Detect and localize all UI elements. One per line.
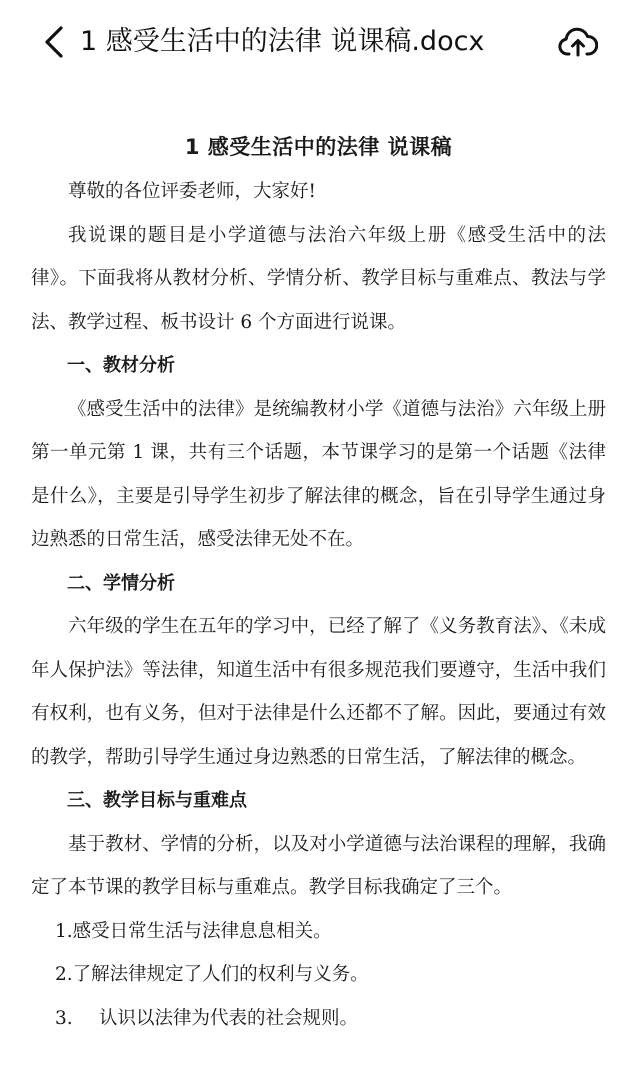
student-analysis-paragraph: 六年级的学生在五年的学习中，已经了解了《义务教育法》、《未成年人保护法》等法律，知道生活中有很多规范我们要遵守，生活中我们有权利，也有义务，但对于法律是什么还都不了解。因此，要通过有效的教学，帮助引导学生通过身边熟悉的日常生活，了解法律的概念。 (31, 616, 606, 768)
list-item-text: 感受日常生活与法律息息相关。 (72, 920, 332, 942)
list-item-number: 1. (55, 920, 73, 942)
document-body[interactable] (0, 86, 640, 1079)
back-button[interactable] (34, 22, 74, 62)
intro-paragraph: 我说课的题目是小学道德与法治六年级上册《感受生活中的法律》。下面我将从教材分析、学情分析、教学目标与重难点、教法与学法、教学过程、板书设计 6 个方面进行说课。 (31, 224, 606, 333)
list-item-text: 认识以法律为代表的社会规则。 (99, 1007, 359, 1029)
section-heading-teaching-goals: 三、教学目标与重难点 (67, 790, 247, 811)
list-item (31, 910, 606, 954)
cloud-upload-icon (558, 26, 598, 58)
list-item (31, 997, 606, 1041)
list-item (31, 953, 606, 997)
greeting-paragraph: 尊敬的各位评委老师，大家好! (68, 181, 316, 202)
document-title: 1 感受生活中的法律 说课稿.docx (80, 26, 485, 57)
cloud-upload-button[interactable] (556, 22, 600, 62)
list-item-text: 了解法律规定了人们的权利与义务。 (72, 964, 369, 985)
textbook-analysis-paragraph: 《感受生活中的法律》是统编教材小学《道德与法治》六年级上册第一单元第 1 课，共有三个话题，本节课学习的是第一个话题《法律是什么》，主要是引导学生初步了解法律的概念，旨在引导学生通过身边熟悉的日常生活，感受法律无处不在。 (31, 398, 606, 550)
list-item-number: 3. (55, 1007, 73, 1029)
section-heading-student-analysis: 二、学情分析 (67, 572, 175, 594)
top-app-bar (0, 0, 640, 86)
teaching-goals-paragraph: 基于教材、学情的分析，以及对小学道德与法治课程的理解，我确定了本节课的教学目标与重难点。教学目标我确定了三个。 (31, 833, 606, 898)
document-heading: 1 感受生活中的法律 说课稿 (184, 135, 453, 159)
list-item-number: 2. (55, 964, 73, 985)
chevron-left-icon (43, 25, 65, 59)
section-heading-textbook-analysis: 一、教材分析 (67, 355, 175, 376)
